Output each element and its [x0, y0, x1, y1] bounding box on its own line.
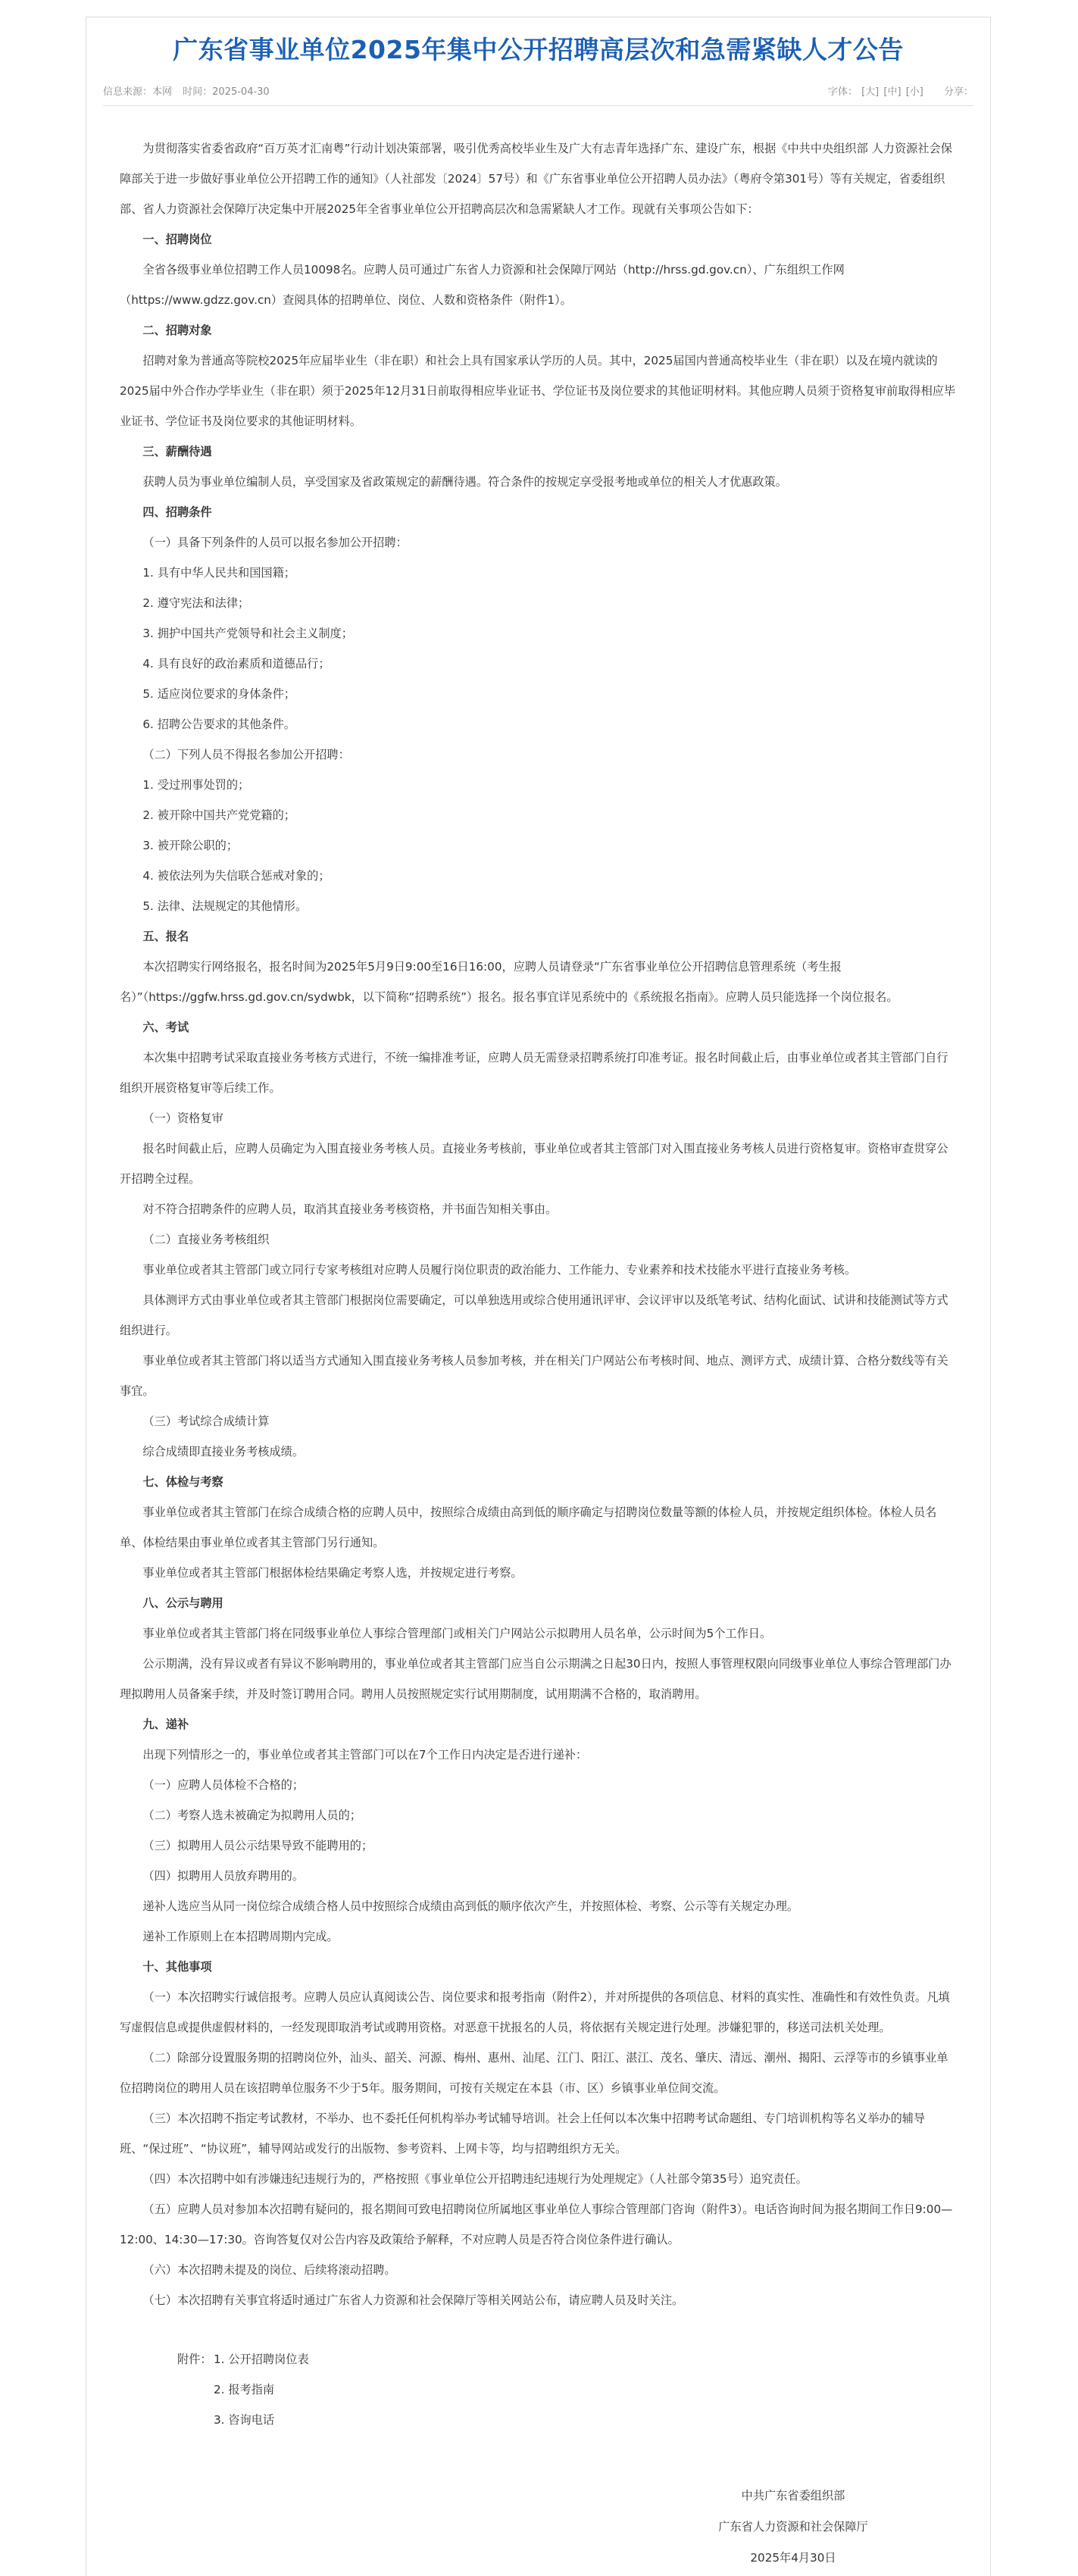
section-heading: 十、其他事项	[142, 1960, 212, 1974]
section-heading: 八、公示与聘用	[142, 1596, 223, 1610]
font-size-label: 字体：	[827, 86, 858, 98]
body-paragraph: （五）应聘人员对参加本次招聘有疑问的，报名期间可致电招聘岗位所属地区事业单位人事综合管理部门咨询（附件3）。电话咨询时间为报名期间工作日9:00—12:00、14:30—17:30。咨询答复仅对公告内容及政策给予解释，不对应聘人员是否符合岗位条件进行确认。	[120, 2202, 953, 2246]
section-heading: 九、递补	[142, 1718, 189, 1731]
body-paragraph: 全省各级事业单位招聘工作人员10098名。应聘人员可通过广东省人力资源和社会保障厅网站（http://hrss.gd.gov.cn）、广东组织工作网（https://www.gdzz.gov.cn）查阅具体的招聘单位、岗位、人数和资格条件（附件1）。	[120, 263, 845, 307]
article-meta-bar	[103, 84, 973, 106]
body-paragraph: （二）考察人选未被确定为拟聘用人员的；	[142, 1809, 361, 1822]
body-paragraph: 本次集中招聘考试采取直接业务考核方式进行，不统一编排准考证，应聘人员无需登录招聘系统打印准考证。报名时间截止后，由事业单位或者其主管部门自行组织开展资格复审等后续工作。	[120, 1051, 948, 1095]
body-paragraph: 事业单位或者其主管部门将以适当方式通知入围直接业务考核人员参加考核，并在相关门户网站公布考核时间、地点、测评方式、成绩计算、合格分数线等有关事宜。	[120, 1354, 948, 1398]
article-tools	[828, 84, 973, 101]
body-paragraph: 事业单位或者其主管部门或立同行专家考核组对应聘人员履行岗位职责的政治能力、工作能力、专业素养和技术技能水平进行直接业务考核。	[142, 1263, 857, 1277]
attachments-label: 附件：	[177, 2352, 212, 2366]
font-large-button[interactable]: [大]	[861, 86, 880, 98]
body-paragraph: 4. 具有良好的政治素质和道德品行；	[142, 657, 330, 671]
body-paragraph: 6. 招聘公告要求的其他条件。	[142, 717, 295, 731]
attachment-link-phones[interactable]: 3. 咨询电话	[214, 2413, 275, 2427]
body-paragraph: 公示期满，没有异议或者有异议不影响聘用的，事业单位或者其主管部门应当自公示期满之日起30日内，按照人事管理权限向同级事业单位人事综合管理部门办理拟聘用人员备案手续，并及时签订聘用合同。聘用人员按照规定实行试用期制度，试用期满不合格的，取消聘用。	[120, 1657, 951, 1701]
body-paragraph: （一）具备下列条件的人员可以报名参加公开招聘：	[142, 536, 408, 549]
body-paragraph: 事业单位或者其主管部门根据体检结果确定考察人选，并按规定进行考察。	[142, 1566, 523, 1580]
signature-org-2: 广东省人力资源和社会保障厅	[718, 2520, 868, 2534]
article-meta-info	[103, 84, 277, 101]
body-paragraph: 5. 适应岗位要求的身体条件；	[142, 687, 295, 701]
section-heading: 一、招聘岗位	[142, 233, 212, 246]
body-paragraph: （三）拟聘用人员公示结果导致不能聘用的；	[142, 1839, 373, 1852]
info-source: 信息来源：本网	[103, 86, 173, 98]
signature-block	[710, 2481, 876, 2574]
page-title: 广东省事业单位2025年集中公开招聘高层次和急需紧缺人才公告	[173, 35, 904, 64]
section-heading: 三、薪酬待遇	[142, 445, 212, 458]
body-paragraph: 报名时间截止后，应聘人员确定为入围直接业务考核人员。直接业务考核前，事业单位或者其主管部门对入围直接业务考核人员进行资格复审。资格审查贯穿公开招聘全过程。	[120, 1142, 948, 1186]
section-heading: 六、考试	[142, 1021, 189, 1034]
signature-date: 2025年4月30日	[750, 2551, 836, 2565]
body-paragraph: （二）下列人员不得报名参加公开招聘：	[142, 748, 350, 761]
body-paragraph: （六）本次招聘未提及的岗位、后续将滚动招聘。	[142, 2263, 396, 2277]
body-paragraph: （一）本次招聘实行诚信报考。应聘人员应认真阅读公告、岗位要求和报考指南（附件2），并对所提供的各项信息、材料的真实性、准确性和有效性负责。凡填写虚假信息或提供虚假材料的，一经发现即取消考试或聘用资格。对恶意干扰报名的人员，将依据有关规定进行处理。涉嫌犯罪的，移送司法机关处理。	[120, 1990, 950, 2034]
attachment-link-guide[interactable]: 2. 报考指南	[214, 2383, 275, 2396]
attachment-row	[177, 2344, 990, 2374]
body-paragraph: 招聘对象为普通高等院校2025年应届毕业生（非在职）和社会上具有国家承认学历的人员。其中，2025届国内普通高校毕业生（非在职）以及在境内就读的2025届中外合作办学毕业生（非在职）须于2025年12月31日前取得相应毕业证书、学位证书及岗位要求的其他证明材料。其他应聘人员须于资格复审前取得相应毕业证书、学位证书及岗位要求的其他证明材料。	[120, 354, 956, 428]
font-medium-button[interactable]: [中]	[883, 86, 901, 98]
body-paragraph: 递补人选应当从同一岗位综合成绩合格人员中按照综合成绩由高到低的顺序依次产生，并按照体检、考察、公示等有关规定办理。	[142, 1899, 799, 1913]
body-paragraph: （二）直接业务考核组织	[142, 1233, 270, 1246]
body-paragraph: 2. 被开除中国共产党党籍的；	[142, 808, 295, 822]
body-paragraph: 本次招聘实行网络报名，报名时间为2025年5月9日9:00至16日16:00，应聘人员请登录“广东省事业单位公开招聘信息管理系统（考生报名）”（https://ggfw.hrss.gd.gov.cn/sydwbk，以下简称“招聘系统”）报名。报名事宜详见系统中的《系统报名指南》。应聘人员只能选择一个岗位报名。	[120, 960, 898, 1004]
body-paragraph: 为贯彻落实省委省政府“百万英才汇南粤”行动计划决策部署，吸引优秀高校毕业生及广大有志青年选择广东、建设广东，根据《中共中央组织部 人力资源社会保障部关于进一步做好事业单位公开招聘工作的通知》（人社部发〔2024〕57号）和《广东省事业单位公开招聘人员办法》（粤府令第301号）等有关规定，省委组织部、省人力资源社会保障厅决定集中开展2025年全省事业单位公开招聘高层次和急需紧缺人才工作。现就有关事项公告如下：	[120, 142, 952, 216]
body-paragraph: 获聘人员为事业单位编制人员，享受国家及省政策规定的薪酬待遇。符合条件的按规定享受报考地或单位的相关人才优惠政策。	[142, 475, 787, 489]
body-paragraph: 出现下列情形之一的，事业单位或者其主管部门可以在7个工作日内决定是否进行递补：	[142, 1748, 588, 1762]
body-paragraph: 2. 遵守宪法和法律；	[142, 596, 250, 610]
body-paragraph: 具体测评方式由事业单位或者其主管部门根据岗位需要确定，可以单独选用或综合使用通讯评审、会议评审以及纸笔考试、结构化面试、试讲和技能测试等方式组织进行。	[120, 1293, 948, 1337]
signature-org-1: 中共广东省委组织部	[741, 2489, 845, 2503]
body-paragraph: 对不符合招聘条件的应聘人员，取消其直接业务考核资格，并书面告知相关事由。	[142, 1202, 558, 1216]
body-paragraph: 5. 法律、法规规定的其他情形。	[142, 899, 308, 913]
font-small-button[interactable]: [小]	[905, 86, 923, 98]
body-paragraph: （四）拟聘用人员放弃聘用的。	[142, 1869, 305, 1883]
section-heading: 二、招聘对象	[142, 324, 212, 337]
body-paragraph: 3. 拥护中国共产党领导和社会主义制度；	[142, 627, 353, 640]
body-paragraph: 1. 受过刑事处罚的；	[142, 778, 250, 792]
article-body	[86, 133, 990, 2315]
section-heading: 七、体检与考察	[142, 1475, 223, 1489]
share-label: 分享：	[943, 86, 973, 98]
attachment-row	[177, 2374, 990, 2405]
body-paragraph: （一）资格复审	[142, 1111, 223, 1125]
attachment-link-positions[interactable]: 1. 公开招聘岗位表	[214, 2352, 309, 2366]
body-paragraph: （一）应聘人员体检不合格的；	[142, 1778, 305, 1792]
body-paragraph: （三）考试综合成绩计算	[142, 1415, 270, 1428]
article-container	[86, 17, 991, 2576]
body-paragraph: （二）除部分设置服务期的招聘岗位外，汕头、韶关、河源、梅州、惠州、汕尾、江门、阳江、湛江、茂名、肇庆、清远、潮州、揭阳、云浮等市的乡镇事业单位招聘岗位的聘用人员在该招聘单位服务不少于5年。服务期间，可按有关规定在本县（市、区）乡镇事业单位间交流。	[120, 2051, 948, 2095]
body-paragraph: 4. 被依法列为失信联合惩戒对象的；	[142, 869, 330, 883]
body-paragraph: （三）本次招聘不指定考试教材，不举办、也不委托任何机构举办考试辅导培训。社会上任何以本次集中招聘考试命题组、专门培训机构等名义举办的辅导班、“保过班”、“协议班”，辅导网站或发行的出版物、参考资料、上网卡等，均与招聘组织方无关。	[120, 2112, 926, 2156]
body-paragraph: 事业单位或者其主管部门将在同级事业单位人事综合管理部门或相关门户网站公示拟聘用人员名单，公示时间为5个工作日。	[142, 1627, 772, 1640]
body-paragraph: 综合成绩即直接业务考核成绩。	[142, 1445, 305, 1458]
attachment-row	[177, 2405, 990, 2435]
publish-time: 时间：2025-04-30	[183, 86, 270, 98]
body-paragraph: （七）本次招聘有关事宜将适时通过广东省人力资源和社会保障厅等相关网站公布，请应聘人员及时关注。	[142, 2293, 684, 2307]
attachments-list	[86, 2344, 990, 2435]
body-paragraph: 3. 被开除公职的；	[142, 839, 239, 852]
body-paragraph: （四）本次招聘中如有涉嫌违纪违规行为的，严格按照《事业单位公开招聘违纪违规行为处理规定》（人社部令第35号）追究责任。	[142, 2172, 808, 2186]
body-paragraph: 递补工作原则上在本招聘周期内完成。	[142, 1930, 339, 1943]
section-heading: 五、报名	[142, 930, 189, 943]
body-paragraph: 事业单位或者其主管部门在综合成绩合格的应聘人员中，按照综合成绩由高到低的顺序确定与招聘岗位数量等额的体检人员，并按规定组织体检。体检人员名单、体检结果由事业单位或者其主管部门另行通知。	[120, 1505, 937, 1549]
body-paragraph: 1. 具有中华人民共和国国籍；	[142, 566, 295, 580]
section-heading: 四、招聘条件	[142, 505, 212, 519]
